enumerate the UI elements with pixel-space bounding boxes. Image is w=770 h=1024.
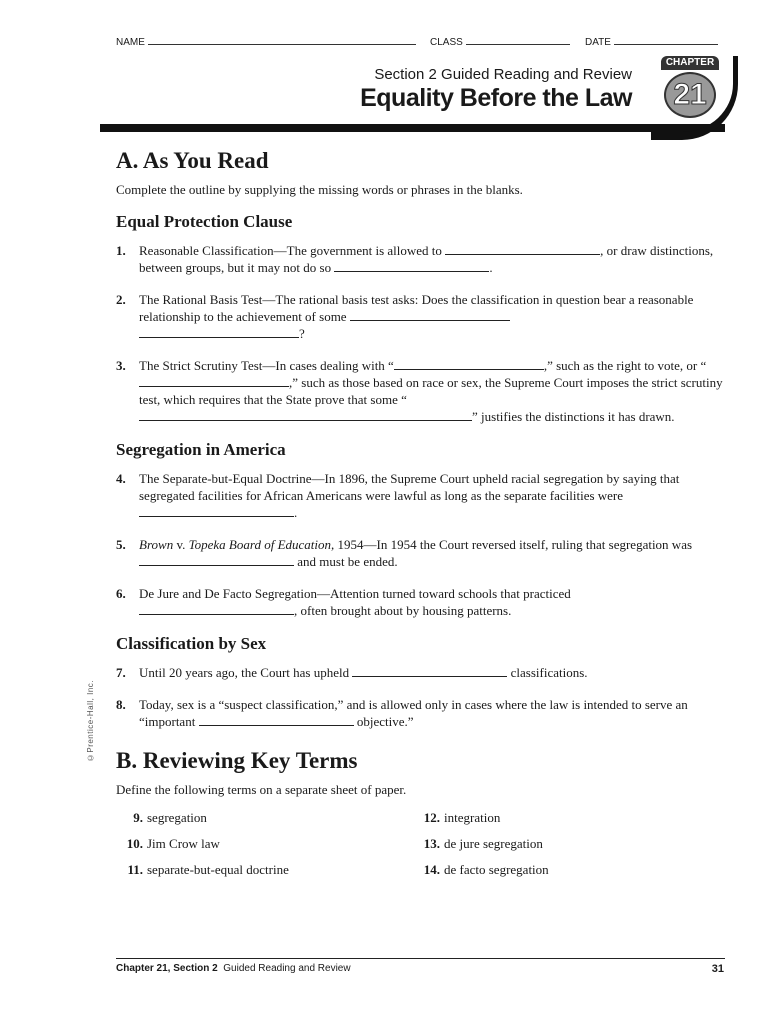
- item-list: [116, 664, 726, 730]
- section-subtitle: Section 2 Guided Reading and Review: [374, 66, 632, 83]
- answer-blank[interactable]: [139, 325, 299, 338]
- answer-blank[interactable]: [394, 357, 544, 370]
- chapter-number: 21: [664, 72, 716, 118]
- page-number: 31: [711, 963, 724, 975]
- part-b-instructions: Define the following terms on a separate sheet of paper.: [116, 782, 407, 797]
- answer-blank[interactable]: [350, 308, 510, 321]
- date-line[interactable]: [614, 36, 718, 45]
- answer-blank[interactable]: [139, 504, 294, 517]
- date-label: DATE: [585, 37, 611, 48]
- chapter-label: CHAPTER: [661, 56, 719, 70]
- footer-rule: [116, 958, 725, 959]
- name-line[interactable]: [148, 36, 416, 45]
- part-b-heading: B. Reviewing Key Terms: [116, 748, 358, 773]
- answer-blank[interactable]: [139, 408, 472, 421]
- key-terms-grid: [116, 810, 726, 878]
- name-field: [116, 36, 416, 48]
- name-label: NAME: [116, 37, 145, 48]
- group-classification-by-sex: Classification by Sex: [116, 634, 267, 653]
- answer-blank[interactable]: [139, 553, 294, 566]
- section-title: Equality Before the Law: [360, 84, 632, 112]
- list-item: 6. De Jure and De Facto Segregation—Attention turned toward schools that practiced , often brought about by housing patterns.: [116, 586, 571, 618]
- worksheet-body: [116, 148, 726, 878]
- list-item: 8. Today, sex is a “suspect classification,” and is allowed only in cases where the law is intended to serve an “important objective.”: [116, 697, 688, 729]
- key-term: 11. separate-but-equal doctrine: [127, 862, 289, 877]
- list-item: 3. The Strict Scrutiny Test—In cases dealing with “ ,” such as the right to vote, or “,” such as those based on race or sex, the Supreme Court imposes the strict scrutiny test, which requires that the State prove that some “” justifies the distinctions it has drawn.: [116, 358, 723, 424]
- item-list: [116, 242, 726, 425]
- answer-blank[interactable]: [139, 374, 289, 387]
- part-a-instructions: Complete the outline by supplying the missing words or phrases in the blanks.: [116, 182, 523, 197]
- title-rule: [100, 124, 725, 132]
- answer-blank[interactable]: [352, 664, 507, 677]
- key-term: 9. segregation: [133, 810, 207, 825]
- group-segregation: Segregation in America: [116, 440, 286, 459]
- list-item: 7. Until 20 years ago, the Court has upheld classifications.: [116, 665, 588, 680]
- footer-label: [116, 963, 351, 974]
- class-line[interactable]: [466, 36, 570, 45]
- part-a-heading: A. As You Read: [116, 148, 269, 173]
- key-term: 10. Jim Crow law: [126, 836, 220, 851]
- list-item: 2. The Rational Basis Test—The rational basis test asks: Does the classification in question bear a reasonable relationship to the achievement of some ?: [116, 292, 694, 341]
- footer-title: Guided Reading and Review: [223, 963, 351, 974]
- answer-blank[interactable]: [334, 259, 489, 272]
- answer-blank[interactable]: [445, 242, 600, 255]
- answer-blank[interactable]: [199, 713, 354, 726]
- chapter-badge: [661, 56, 719, 118]
- key-term: 13. de jure segregation: [423, 836, 543, 851]
- copyright-side-text: ©Prentice-Hall, Inc.: [86, 680, 95, 763]
- list-item: 4. The Separate-but-Equal Doctrine—In 1896, the Supreme Court upheld racial segregation by saying that segregated facilities for African Americans were lawful as long as the separate facilities were .: [116, 471, 680, 520]
- list-item: 5. Brown v. Topeka Board of Education, 1954—In 1954 the Court reversed itself, ruling that segregation was and must be ended.: [116, 537, 693, 569]
- class-label: CLASS: [430, 37, 463, 48]
- date-field: [585, 36, 718, 48]
- footer-chapter-section: Chapter 21, Section 2: [116, 963, 218, 974]
- class-field: [430, 36, 570, 48]
- group-equal-protection: Equal Protection Clause: [116, 212, 293, 231]
- answer-blank[interactable]: [139, 602, 294, 615]
- key-term: 14. de facto segregation: [423, 862, 549, 877]
- item-list: [116, 470, 726, 619]
- list-item: 1. Reasonable Classification—The government is allowed to , or draw distinctions, between groups, but it may not do so .: [116, 243, 714, 275]
- key-term: 12. integration: [423, 810, 501, 825]
